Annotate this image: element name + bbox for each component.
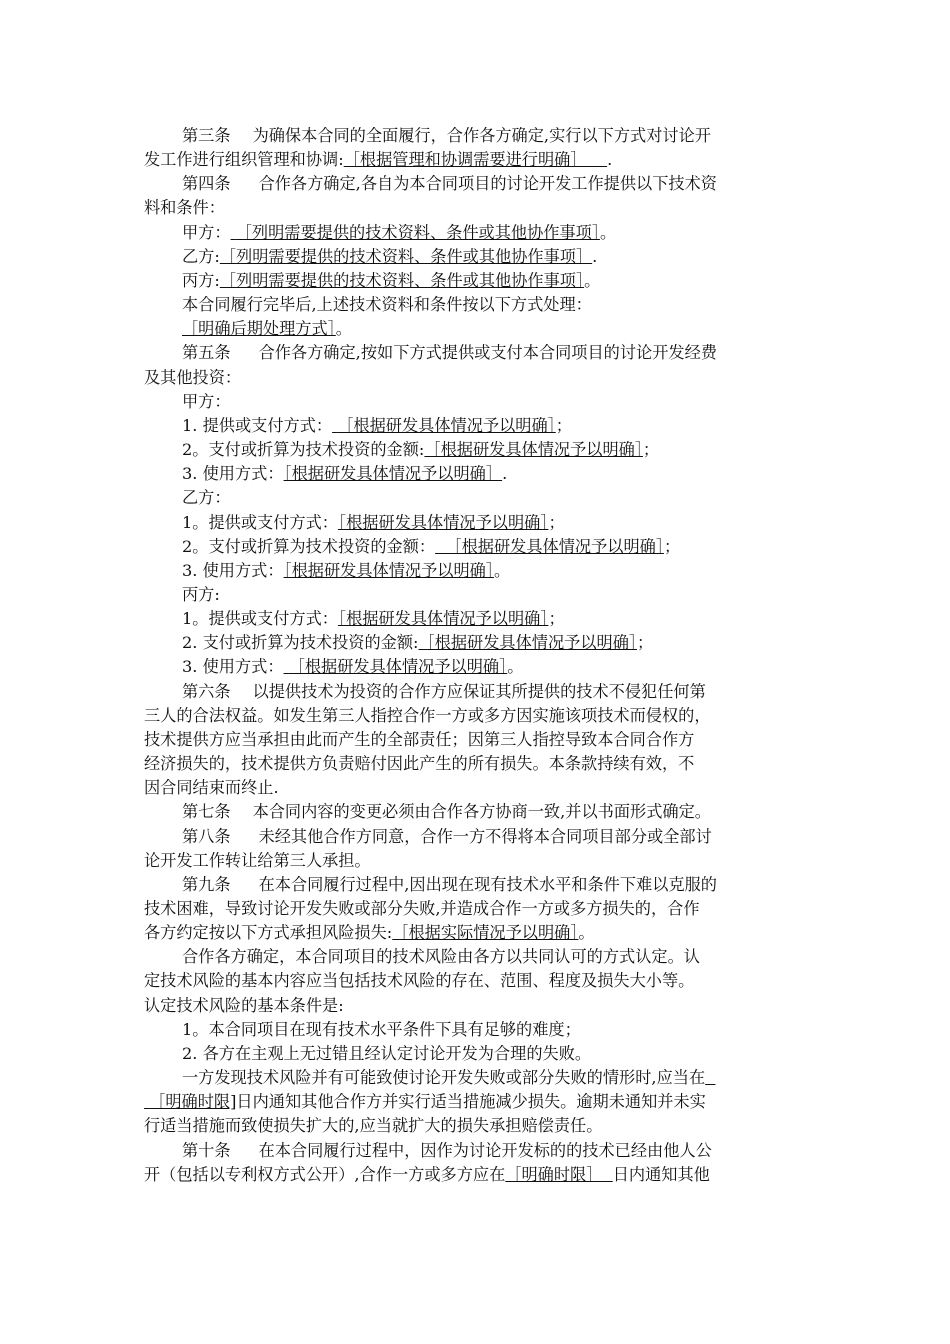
- article-4-line-2: 料和条件：: [144, 198, 225, 218]
- blank-field: ［根据研发具体情况予以明确］: [338, 512, 549, 532]
- article-7-heading: 第七条: [182, 802, 231, 822]
- article-9-heading: 第九条: [182, 874, 231, 894]
- article-9-para-3-line-2: ［明确时限]日内通知其他合作方并实行适当措施减少损失。逾期未通知并未实: [149, 1092, 706, 1112]
- article-10-line-1: 第十条 在本合同履行过程中，因作为讨论开发标的的技术已经由他人公: [182, 1140, 712, 1160]
- article-5-heading: 第五条: [182, 343, 231, 363]
- blank-field: ［根据实际情况予以明确］: [392, 923, 579, 943]
- article-5-line-2: 及其他投资：: [144, 367, 242, 387]
- article-6-line-2: 三人的合法权益。如发生第三人指控合作一方或多方因实施该项技术而侵权的，: [144, 705, 711, 725]
- blank-field: ［根据研发具体情况予以明确］: [337, 415, 556, 435]
- article-6-line-1: 第六条 以提供技术为投资的合作方应保证其所提供的技术不侵犯任何第: [182, 681, 706, 701]
- article-4-party-b: 乙方:［列明需要提供的技术资料、条件或其他协作事项］.: [182, 246, 598, 266]
- article-6-heading: 第六条: [182, 681, 231, 701]
- article-5-party-b-item-3: 3. 使用方式：［根据研发具体情况予以明确］。: [182, 560, 511, 580]
- article-5-party-a-label: 甲方：: [182, 391, 231, 411]
- article-6-line-3: 技术提供方应当承担由此而产生的全部责任；因第三人指控导致本合同合作方: [144, 729, 695, 749]
- article-3-line-2: 发工作进行组织管理和协调:［根据管理和协调需要进行明确］ .: [144, 150, 613, 170]
- article-4-heading: 第四条: [182, 174, 231, 194]
- article-9-line-3: 各方约定按以下方式承担风险损失:［根据实际情况予以明确］。: [144, 923, 595, 943]
- article-4-party-a: 甲方： ［列明需要提供的技术资料、条件或其他协作事项］。: [182, 222, 617, 242]
- blank-field: ［根据研发具体情况予以明确］: [283, 560, 494, 580]
- article-5-party-c-label: 丙方:: [182, 584, 220, 604]
- article-9-para-2-line-1: 合作各方确定，本合同项目的技术风险由各方以共同认可的方式认定。认: [182, 947, 700, 967]
- article-5-line-1: 第五条 合作各方确定,按如下方式提供或支付本合同项目的讨论开发经费: [182, 343, 717, 363]
- blank-field: ［根据研发具体情况予以明确］: [288, 657, 508, 677]
- article-9-line-1: 第九条 在本合同履行过程中,因出现在现有技术水平和条件下难以克服的: [182, 874, 717, 894]
- contract-document: [144, 124, 812, 1187]
- article-10-line-2: 开（包括以专利权方式公开）,合作一方或多方应在［明确时限］ 日内通知其他: [144, 1164, 710, 1184]
- blank-field: ［列明需要提供的技术资料、条件或其他协作事项］: [235, 222, 600, 242]
- article-5-party-b-item-1: 1。提供或支付方式：［根据研发具体情况予以明确］；: [182, 512, 565, 532]
- article-5-party-a-item-1: 1. 提供或支付方式： ［根据研发具体情况予以明确］；: [182, 415, 572, 435]
- article-5-party-b-item-2: 2。支付或折算为技术投资的金额： ［根据研发具体情况予以明确］；: [182, 536, 681, 556]
- article-9-para-3-line-3: 行适当措施而致使损失扩大的,应当就扩大的损失承担赔偿责任。: [144, 1116, 603, 1136]
- article-4-after: 本合同履行完毕后,上述技术资料和条件按以下方式处理：: [182, 295, 592, 315]
- article-3-line-1: 第三条 为确保本合同的全面履行，合作各方确定,实行以下方式对讨论开: [182, 126, 711, 145]
- blank-field: ［列明需要提供的技术资料、条件或其他协作事项］: [219, 270, 585, 290]
- article-9-condition-1: 1。本合同项目在现有技术水平条件下具有足够的难度；: [182, 1019, 581, 1039]
- article-5-party-a-item-2: 2。支付或折算为技术投资的金额:［根据研发具体情况予以明确］；: [182, 440, 660, 460]
- article-4-party-c: 丙方:［列明需要提供的技术资料、条件或其他协作事项］。: [182, 270, 601, 290]
- article-5-party-c-item-2: 2. 支付或折算为技术投资的金额:［根据研发具体情况予以明确］；: [182, 633, 654, 653]
- article-5-party-b-label: 乙方：: [182, 488, 231, 508]
- article-10-heading: 第十条: [182, 1140, 231, 1160]
- article-9-condition-2: 2. 各方在主观上无过错且经认定讨论开发为合理的失败。: [182, 1043, 592, 1063]
- article-8-line-2: 论开发工作转让给第三人承担。: [144, 850, 371, 870]
- article-5-party-c-item-1: 1。提供或支付方式：［根据研发具体情况予以明确］；: [182, 609, 565, 629]
- article-9-line-2: 技术困难，导致讨论开发失败或部分失败,并造成合作一方或多方损失的，合作: [144, 899, 700, 918]
- blank-field: ［根据研发具体情况予以明确］: [338, 609, 549, 629]
- article-7: 第七条 本合同内容的变更必须由合作各方协商一致,并以书面形式确定。: [182, 802, 711, 822]
- blank-field: ［根据研发具体情况予以明确］: [445, 536, 664, 556]
- blank-field: ［列明需要提供的技术资料、条件或其他协作事项］: [219, 246, 593, 266]
- blank-field: ［根据研发具体情况予以明确］: [283, 464, 503, 484]
- article-4-line-1: 第四条 合作各方确定,各自为本合同项目的讨论开发工作提供以下技术资: [182, 174, 717, 194]
- article-9-para-3-line-1: 一方发现技术风险并有可能致使讨论开发失败或部分失败的情形时,应当在: [182, 1068, 706, 1088]
- article-4-after-fill: ［明确后期处理方式］。: [182, 319, 352, 339]
- article-6-line-5: 因合同结束而终止.: [144, 778, 279, 798]
- article-5-party-a-item-3: 3. 使用方式：［根据研发具体情况予以明确］.: [182, 464, 508, 484]
- blank-field: ［根据研发具体情况予以明确］: [418, 633, 638, 653]
- article-3-heading: 第三条: [182, 126, 231, 145]
- article-5-party-c-item-3: 3. 使用方式： ［根据研发具体情况予以明确］。: [182, 657, 524, 677]
- blank-field: ［根据管理和协调需要进行明确］: [343, 150, 587, 170]
- blank-field: ［明确时限]: [149, 1092, 237, 1112]
- article-9-para-2-line-3: 认定技术风险的基本条件是:: [144, 995, 344, 1015]
- article-9-para-2-line-2: 定技术风险的基本内容应当包括技术风险的存在、范围、程度及损失大小等。: [144, 971, 695, 991]
- blank-field: ［根据研发具体情况予以明确］: [424, 440, 643, 460]
- article-8-line-1: 第八条 未经其他合作方同意，合作一方不得将本合同项目部分或全部讨: [182, 826, 712, 846]
- blank-field: ［明确后期处理方式］: [182, 319, 336, 339]
- article-6-line-4: 经济损失的，技术提供方负责赔付因此产生的所有损失。本条款持续有效，不: [144, 754, 695, 774]
- blank-field: ［明确时限］: [505, 1164, 603, 1184]
- article-8-heading: 第八条: [182, 826, 231, 846]
